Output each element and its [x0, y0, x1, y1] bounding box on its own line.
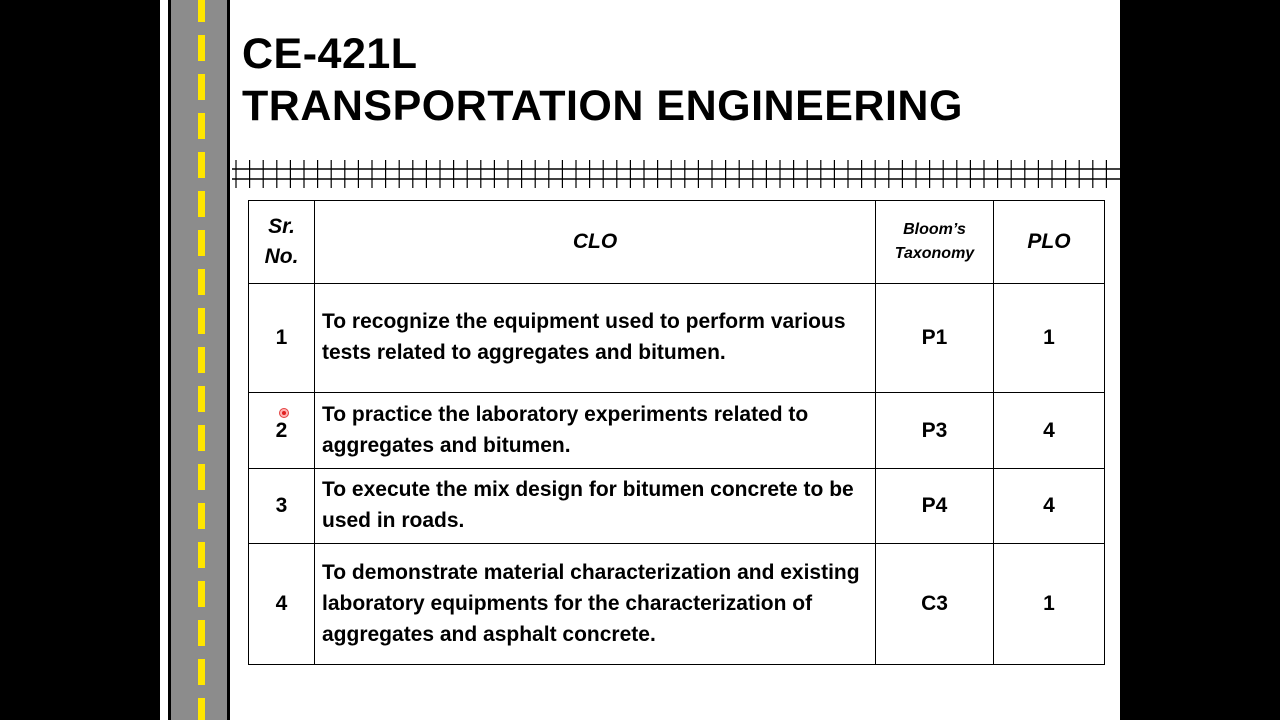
road-lane-marking — [198, 464, 205, 490]
road-lane-marking — [198, 620, 205, 646]
road-lane-marking — [198, 35, 205, 61]
table-row — [249, 469, 1105, 544]
header-sr-label: Sr. — [268, 215, 295, 238]
header-blooms-label: Bloom’s — [903, 221, 966, 238]
railway-track-graphic — [232, 160, 1120, 188]
road-lane-marking — [198, 230, 205, 256]
road-lane-marking — [198, 308, 205, 334]
table-row — [249, 393, 1105, 469]
cell-blooms: P3 — [876, 393, 994, 469]
cell-plo: 4 — [994, 393, 1105, 469]
course-code: CE-421L — [242, 30, 418, 78]
cell-clo: To demonstrate material characterization and existing laboratory equipments for the characterization of aggregates and asphalt concrete. — [315, 544, 876, 665]
road-lane-marking — [198, 269, 205, 295]
cell-clo: To practice the laboratory experiments related to aggregates and bitumen. — [315, 393, 876, 469]
header-no-label: No. — [264, 245, 299, 268]
cell-sr-no: 4 — [249, 544, 315, 665]
slide — [160, 0, 1120, 720]
cell-blooms: P1 — [876, 284, 994, 393]
road-lane-marking — [198, 191, 205, 217]
header-blooms-taxonomy — [876, 201, 994, 284]
cell-sr-no: 1 — [249, 284, 315, 393]
road-lane-marking — [198, 659, 205, 685]
road-lane-marking — [198, 581, 205, 607]
cell-plo: 1 — [994, 284, 1105, 393]
cell-sr-no: 2 — [249, 393, 315, 469]
cell-blooms: P4 — [876, 469, 994, 544]
cell-blooms: C3 — [876, 544, 994, 665]
table-row — [249, 544, 1105, 665]
table-row — [249, 284, 1105, 393]
course-name: TRANSPORTATION ENGINEERING — [242, 82, 963, 130]
cell-plo: 4 — [994, 469, 1105, 544]
cell-clo: To recognize the equipment used to perform various tests related to aggregates and bitumen. — [315, 284, 876, 393]
road-lane-marking — [198, 542, 205, 568]
road-lane-marking — [198, 425, 205, 451]
header-clo: CLO — [315, 201, 876, 284]
road-graphic — [168, 0, 230, 720]
road-lane-marking — [198, 113, 205, 139]
table-header-row — [249, 201, 1105, 284]
road-lane-marking — [198, 347, 205, 373]
road-lane-marking — [198, 386, 205, 412]
laser-pointer-icon — [279, 408, 289, 418]
road-lane-marking — [198, 152, 205, 178]
page-title — [242, 28, 963, 132]
road-lane-marking — [198, 503, 205, 529]
header-taxonomy-label: Taxonomy — [894, 245, 975, 262]
header-plo: PLO — [994, 201, 1105, 284]
road-lane-marking — [198, 698, 205, 720]
cell-sr-no: 3 — [249, 469, 315, 544]
header-sr-no — [249, 201, 315, 284]
road-lane-marking — [198, 74, 205, 100]
road-lane-marking — [198, 0, 205, 22]
cell-plo: 1 — [994, 544, 1105, 665]
clo-table — [248, 200, 1105, 665]
cell-clo: To execute the mix design for bitumen concrete to be used in roads. — [315, 469, 876, 544]
